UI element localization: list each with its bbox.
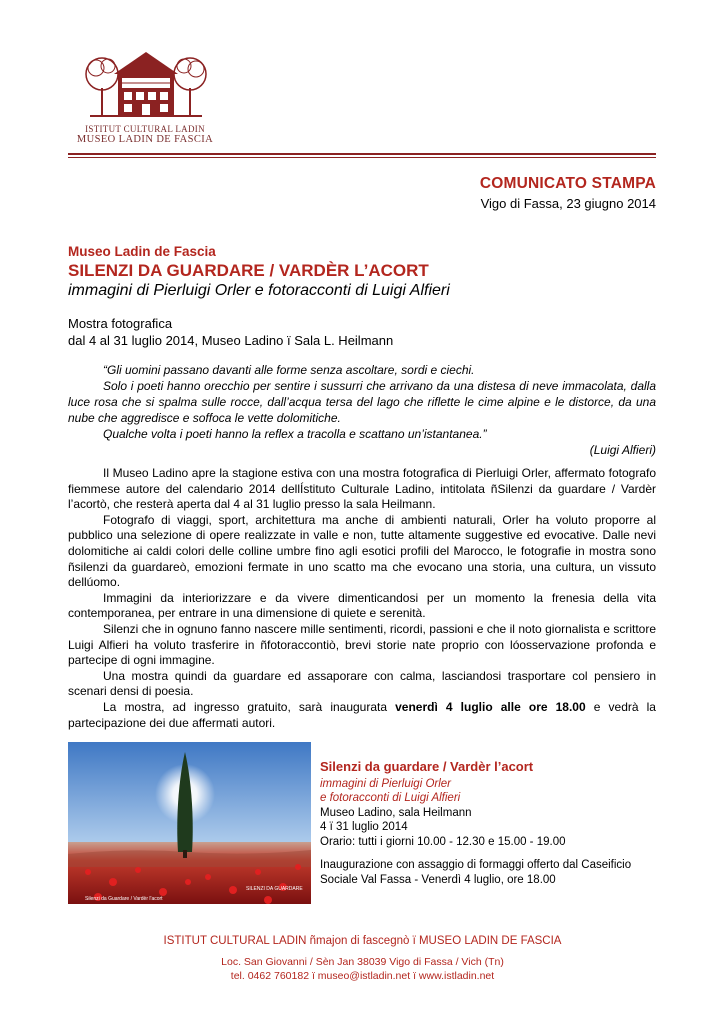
event-type: Mostra fotografica	[68, 316, 173, 331]
paragraph: Immagini da interiorizzare e da vivere dimenticandosi per un momento la frenesia della vita contemporanea, per entrare in una dimensione di quiete e serenità.	[68, 590, 656, 621]
quote-line: Solo i poeti hanno orecchio per sentire i sussurri che arrivano da una distesa di neve immacolata, dalla luce rosa che si spalma sulle rocce, dall’acqua tersa del lago che riflette le cime alpine e le distorce, da una nube che aggredisce e soffoca le vette dolomitiche.	[68, 379, 656, 425]
event-title: SILENZI DA GUARDARE / VARDÈR L’ACORT	[68, 261, 429, 280]
footer-contacts	[0, 955, 725, 983]
paragraph-text: La mostra, ad ingresso gratuito, sarà inaugurata	[103, 699, 396, 714]
paragraph: Fotografo di viaggi, sport, architettura ma anche di ambienti naturali, Orler ha voluto proporre al pubblico una selezione di opere realizzate in valle e non, tutte altamente suggestive ed evocative. Dalle nevi dolomitiche ai caldi colori delle colline umbre fino agli esotici profili del Marocco, le fotografie in mostra sono ñsilenzi da guardareò, emozioni fermate in uno scatto ma che evocano una storia, una cultura, un vissuto dellúomo.	[68, 512, 656, 590]
info-authors: immagini di Pierluigi Orler	[320, 777, 452, 790]
event-details	[68, 315, 393, 349]
info-inauguration: Inaugurazione con assaggio di formaggi offerto dal Caseificio	[320, 859, 632, 871]
info-box	[320, 760, 660, 887]
paragraph-text: e vedrà la partecipazione dei due affermati autori.	[68, 699, 656, 730]
exhibition-photo	[68, 742, 311, 904]
paragraph	[68, 700, 656, 731]
body-text	[68, 466, 656, 731]
museum-building-with-trees-icon	[80, 44, 210, 124]
paragraph: Il Museo Ladino apre la stagione estiva con una mostra fotografica di Pierluigi Orler, affermato fotografo fiemmese autore del calendario 2014 dellÍstituto Culturale Ladino, intitolata ñSilenzi da guardare / Vardèr l’acortò, che resterà aperta dal 4 al 31 luglio presso la sala Heilmann.	[68, 466, 656, 512]
paragraph: Silenzi che in ognuno fanno nascere mille sentimenti, ricordi, passioni e che il noto giornalista e scrittore Luigi Alfieri ha voluto trasferire in ñfotoraccontiò, brevi storie nate proprio con lóosservazione profonda e partecipe di ogni immagine.	[68, 621, 656, 668]
photo-caption: SILENZI DA GUARDARE	[246, 886, 303, 892]
info-place: Museo Ladino, sala Heilmann	[320, 806, 472, 819]
quote-line: Qualche volta i poeti hanno la reflex a tracolla e scattano un’istantanea.”	[103, 427, 487, 441]
header-rule-thin	[68, 157, 656, 158]
quote-block	[68, 362, 656, 458]
quote-author: (Luigi Alfieri)	[589, 443, 656, 457]
institute-name: ISTITUT CULTURAL LADIN	[85, 124, 205, 134]
press-date: Vigo di Fassa, 23 giugno 2014	[480, 196, 656, 211]
info-authors: e fotoracconti di Luigi Alfieri	[320, 792, 461, 804]
footer-address: Loc. San Giovanni / Sèn Jan 38039 Vigo di Fassa / Vich (Tn)	[221, 956, 504, 968]
museum-name: MUSEO LADIN DE FASCIA	[76, 134, 214, 145]
organizer: Museo Ladin de Fascia	[68, 244, 216, 259]
spacer	[320, 849, 660, 858]
info-inauguration: Sociale Val Fassa - Venerdì 4 luglio, ore 18.00	[320, 873, 556, 886]
opening-date: venerdì 4 luglio alle ore 18.00	[395, 699, 586, 714]
info-hours: Orario: tutti i giorni 10.00 - 12.30 e 15.00 - 19.00	[320, 835, 566, 848]
footer-phone-email-web: tel. 0462 760182 ï museo@istladin.net ï www.istladin.net	[230, 970, 495, 982]
quote-line: “Gli uomini passano davanti alle forme senza ascoltare, sordi e ciechi.	[103, 363, 475, 377]
event-dates-place: dal 4 al 31 luglio 2014, Museo Ladino ï Sala L. Heilmann	[68, 333, 394, 348]
press-release-label: COMUNICATO STAMPA	[479, 175, 656, 192]
header-rule	[68, 153, 656, 155]
info-dates: 4 ï 31 luglio 2014	[320, 821, 408, 833]
paragraph: Una mostra quindi da guardare ed assaporare con calma, lasciandosi trasportare col pensiero in scenari densi di poesia.	[68, 668, 656, 699]
footer-institute: ISTITUT CULTURAL LADIN ñmajon di fascegnò ï MUSEO LADIN DE FASCIA	[163, 935, 562, 947]
info-title: Silenzi da guardare / Vardèr l’acort	[320, 759, 534, 774]
event-subtitle: immagini di Pierluigi Orler e fotoracconti di Luigi Alfieri	[68, 282, 450, 299]
photo-caption: Silenzi da Guardare / Vardèr l'acort	[85, 896, 163, 902]
